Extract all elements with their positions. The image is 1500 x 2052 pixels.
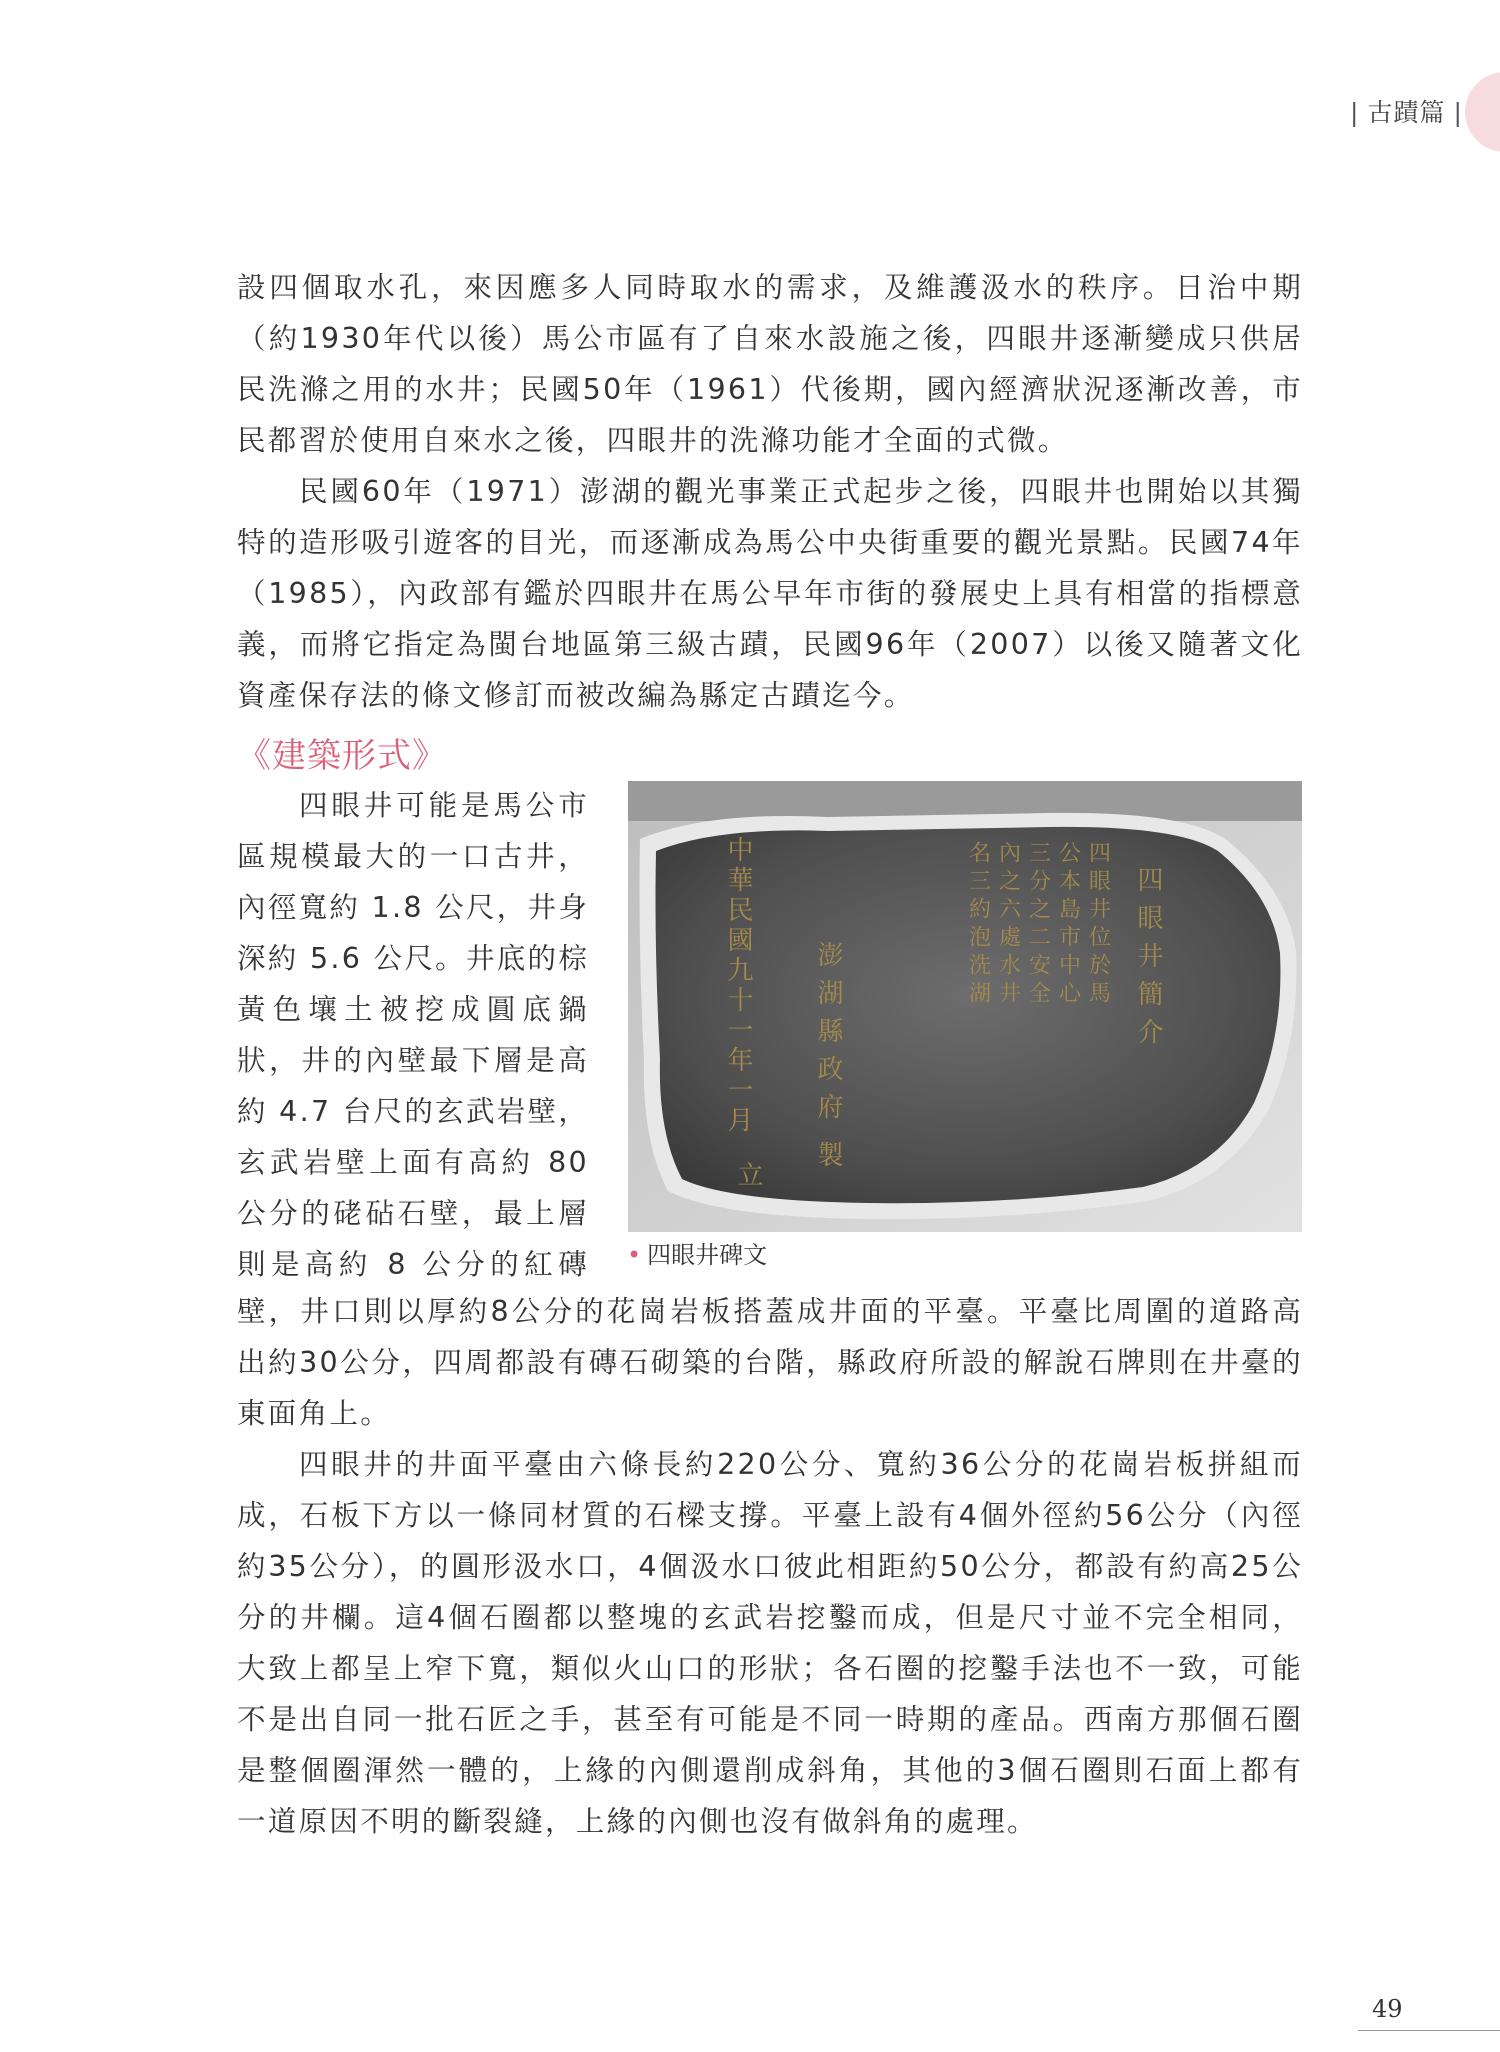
photo-caption bbox=[627, 1238, 767, 1272]
tablet-body-column: 公本島市中心 bbox=[1055, 841, 1081, 1009]
paragraph-1: 設四個取水孔，來因應多人同時取水的需求，及維護汲水的秩序。日治中期（約1930年代以後）馬公市區有了自來水設施之後，四眼井逐漸變成只供居民洗滌之用的水井；民國50年（1961）代後期，國內經濟狀況逐漸改善，市民都習於使用自來水之後，四眼井的洗滌功能才全面的式微。 bbox=[237, 271, 1303, 457]
header-section-label: 古蹟篇 bbox=[1367, 98, 1446, 127]
text-line: 玄武岩壁上面有高約 80 bbox=[237, 1146, 589, 1179]
paragraph-2: 民國60年（1971）澎湖的觀光事業正式起步之後，四眼井也開始以其獨特的造形吸引遊客的目光，而逐漸成為馬公中央街重要的觀光景點。民國74年（1985），內政部有鑑於四眼井在馬公早年市街的發展史上具有相當的指標意義，而將它指定為閩台地區第三級古蹟，民國96年（2007）以後又隨著文化資產保存法的條文修訂而被改編為縣定古蹟迄今。 bbox=[237, 475, 1303, 712]
tablet-body-column: 四眼井位於馬 bbox=[1085, 841, 1111, 1009]
text-line: 深約 5.6 公尺。井底的棕 bbox=[237, 942, 590, 975]
text-line: 約 4.7 台尺的玄武岩壁， bbox=[237, 1095, 590, 1128]
stone-tablet-photo bbox=[628, 781, 1302, 1232]
text-line: 則是高約 8 公分的紅磚 bbox=[237, 1248, 589, 1281]
text-line: 狀，井的內壁最下層是高 bbox=[237, 1044, 589, 1077]
tablet-body-column: 名三約泡洗湖 bbox=[965, 841, 991, 1009]
tablet-date: 中華民國九十一年一月 bbox=[723, 836, 753, 1136]
paragraph-3: 壁，井口則以厚約8公分的花崗岩板搭蓋成井面的平臺。平臺比周圍的道路高出約30公分，四周都設有磚石砌築的台階，縣政府所設的解說石牌則在井臺的東面角上。 bbox=[237, 1295, 1303, 1430]
tablet-title-column: 四眼井簡介 bbox=[1133, 866, 1163, 1056]
tablet-agency-suffix: 製 bbox=[813, 1141, 843, 1167]
caption-text: 四眼井碑文 bbox=[647, 1241, 768, 1269]
header-divider-right: | bbox=[1453, 98, 1463, 127]
caption-bullet: • bbox=[627, 1241, 642, 1269]
tablet-body-column: 三分之二安全 bbox=[1025, 841, 1051, 1009]
header-divider-left: | bbox=[1350, 98, 1360, 127]
text-line: 內徑寬約 1.8 公尺，井身 bbox=[237, 891, 590, 924]
tablet-body-column: 內之六處水井 bbox=[995, 841, 1021, 1009]
text-line: 黃色壤土被挖成圓底鍋 bbox=[237, 993, 589, 1026]
header-decoration-circle bbox=[1465, 72, 1500, 152]
text-line: 公分的硓砧石壁，最上層 bbox=[237, 1197, 589, 1230]
text-line: 區規模最大的一口古井， bbox=[237, 840, 589, 873]
text-beside-photo bbox=[237, 780, 589, 1290]
section-header bbox=[1342, 95, 1471, 131]
paragraph-4: 四眼井的井面平臺由六條長約220公分、寬約36公分的花崗岩板拼組而成，石板下方以一條同材質的石樑支撐。平臺上設有4個外徑約56公分（內徑約35公分），的圓形汲水口，4個汲水口彼此相距約50公分，都設有約高25公分的井欄。這4個石圈都以整塊的玄武岩挖鑿而成，但是尺寸並不完全相同，大致上都呈上窄下寬，類似火山口的形狀；各石圈的挖鑿手法也不一致，可能不是出自同一批石匠之手，甚至有可能是不同一時期的產品。西南方那個石圈是整個圈渾然一體的，上緣的內側還削成斜角，其他的3個石圈則石面上都有一道原因不明的斷裂縫，上緣的內側也沒有做斜角的處理。 bbox=[237, 1448, 1303, 1838]
footer-rule bbox=[1358, 2030, 1500, 2031]
stone-tablet-illustration bbox=[628, 781, 1302, 1232]
section-heading: 《建築形式》 bbox=[237, 736, 447, 776]
tablet-date-suffix: 立 bbox=[733, 1161, 763, 1187]
text-line: 四眼井可能是馬公市 bbox=[299, 789, 589, 822]
tablet-agency: 澎湖縣政府 bbox=[813, 941, 843, 1131]
page-number: 49 bbox=[1372, 1995, 1403, 2023]
